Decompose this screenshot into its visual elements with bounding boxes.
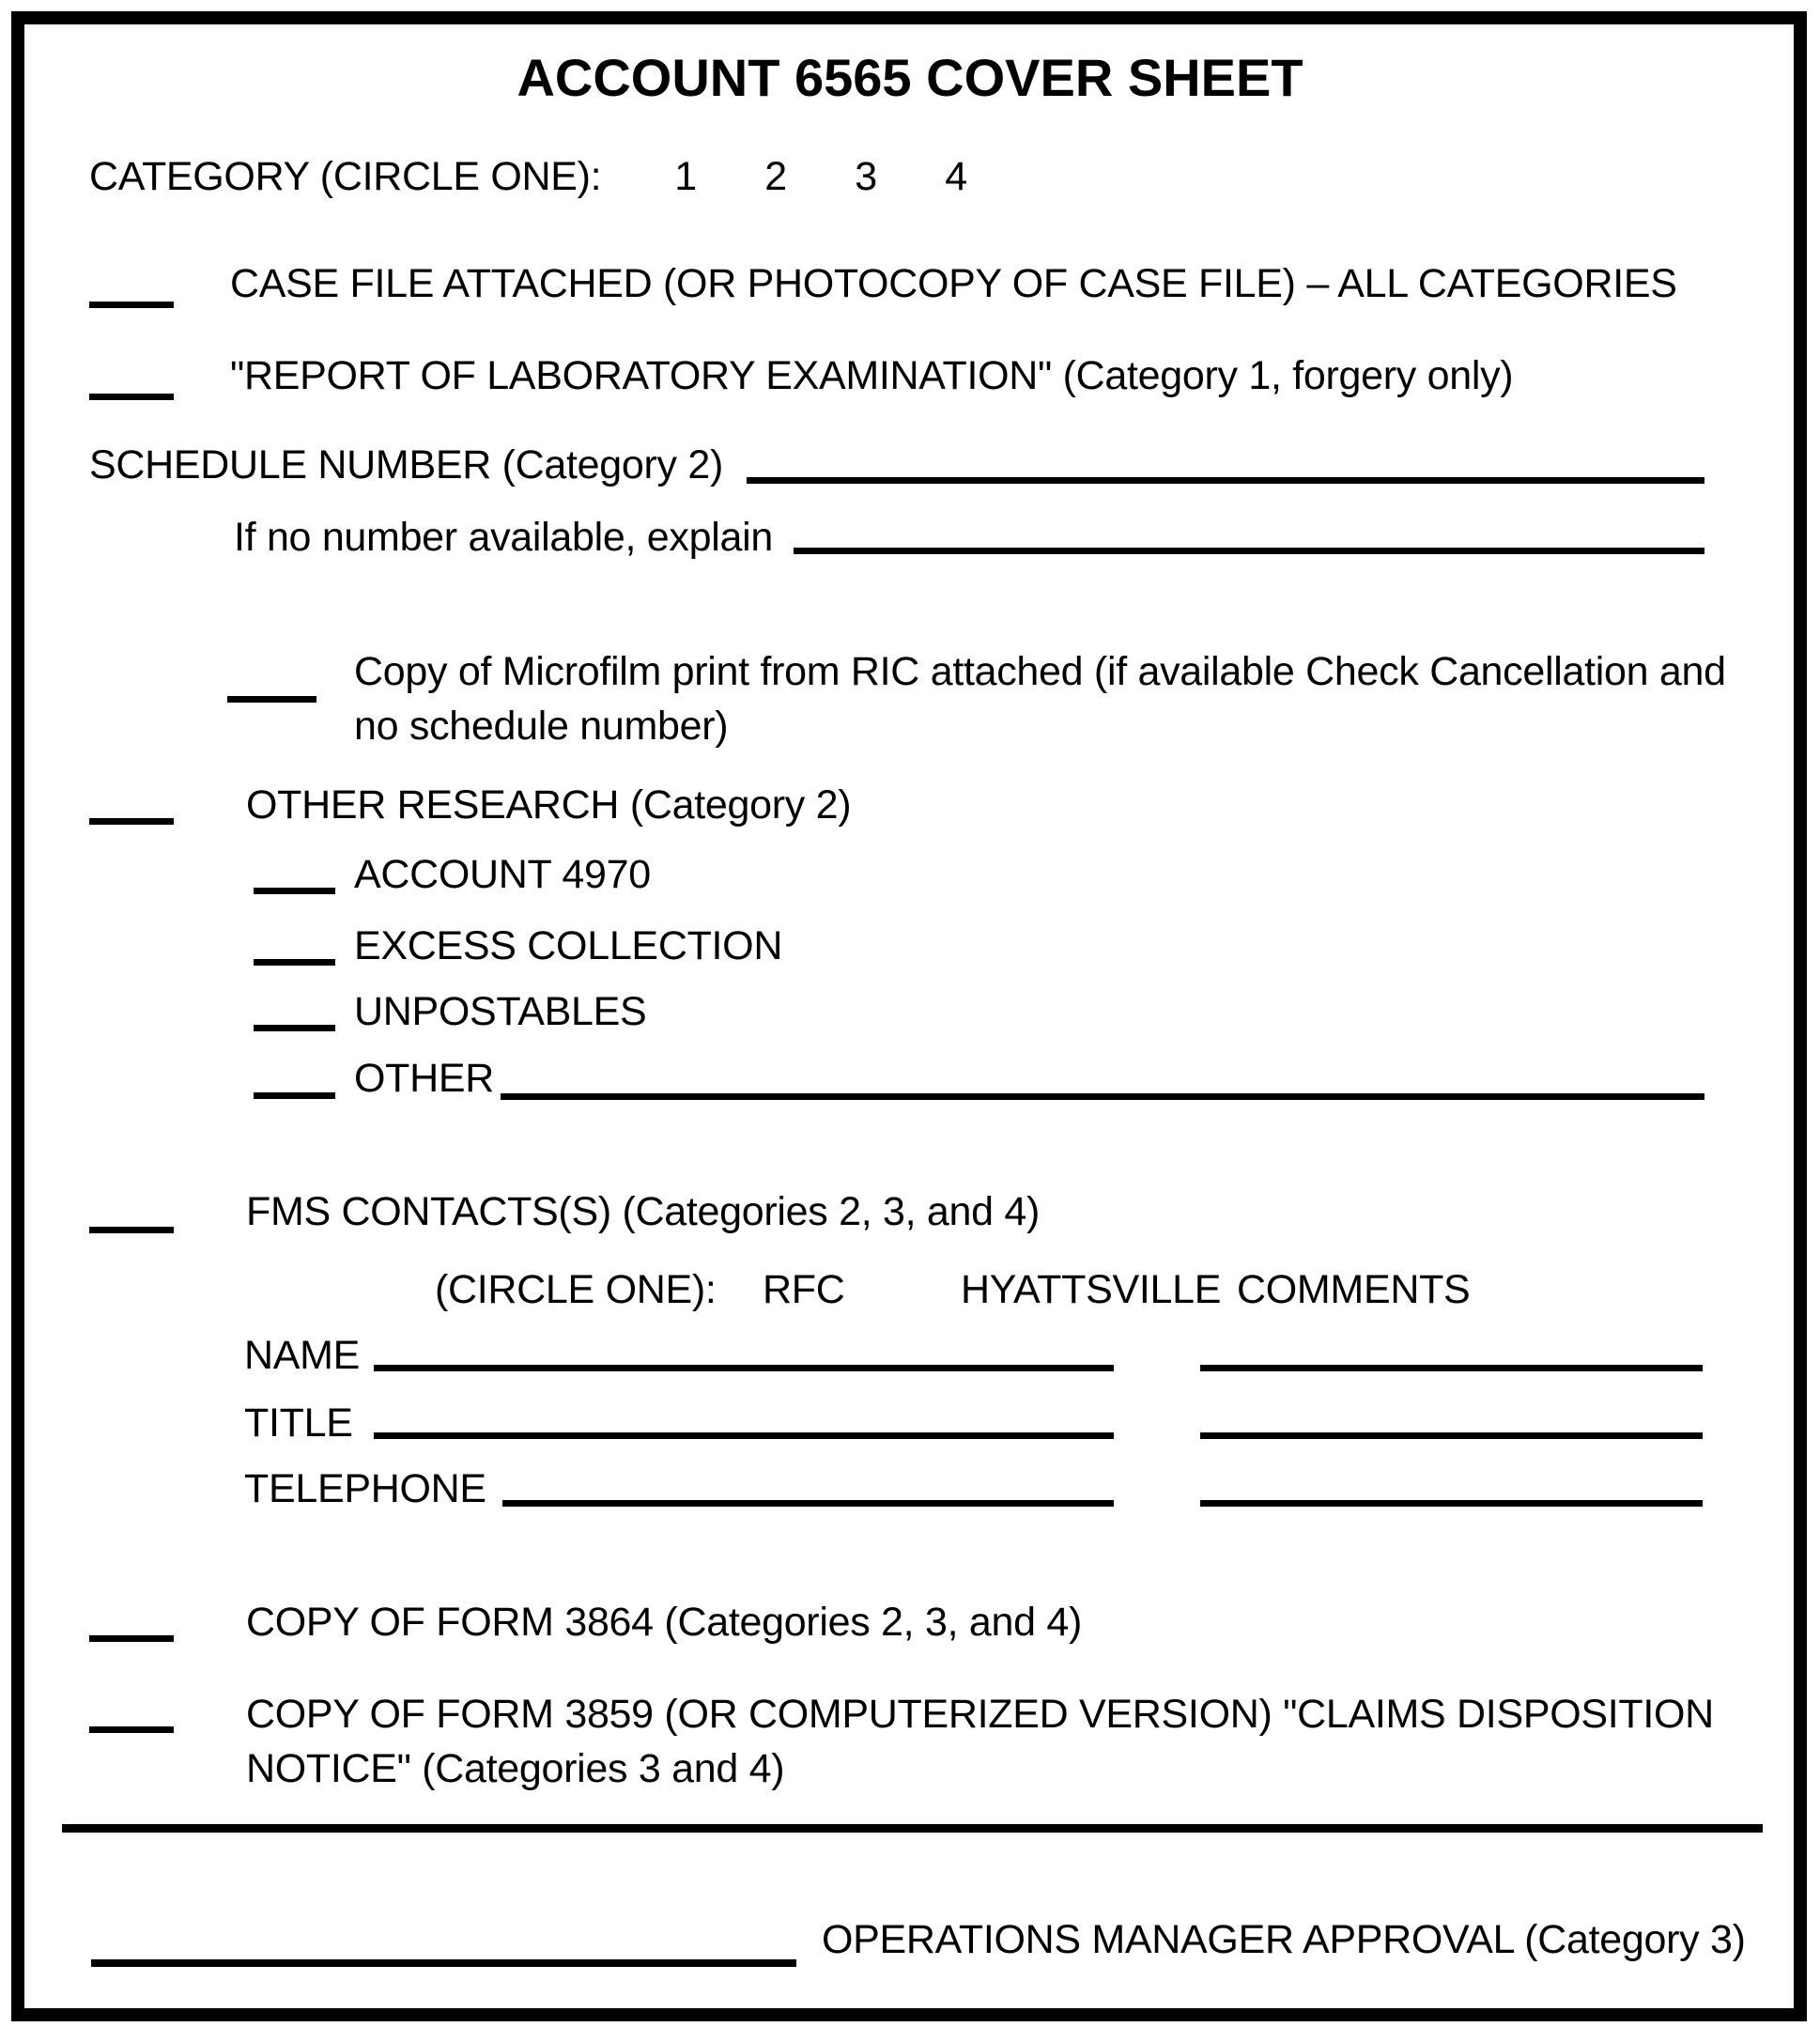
- title-comments-line[interactable]: [1200, 1432, 1703, 1439]
- microfilm-check-blank[interactable]: [227, 696, 316, 703]
- name-label: NAME: [244, 1333, 361, 1378]
- telephone-line[interactable]: [502, 1500, 1114, 1507]
- account-4970-check-blank[interactable]: [254, 888, 335, 894]
- form-3859-check-blank[interactable]: [89, 1726, 174, 1733]
- explain-line[interactable]: [794, 548, 1704, 554]
- lab-report-check-blank[interactable]: [89, 394, 174, 400]
- category-option-3[interactable]: 3: [855, 154, 877, 199]
- schedule-number-line[interactable]: [747, 477, 1704, 484]
- fms-comments-header: COMMENTS: [1237, 1267, 1471, 1312]
- schedule-number-label: SCHEDULE NUMBER (Category 2): [89, 442, 723, 487]
- title-label: TITLE: [244, 1400, 353, 1446]
- title-line[interactable]: [374, 1432, 1114, 1439]
- fms-circle-one-label: (CIRCLE ONE):: [435, 1267, 717, 1312]
- approval-label: OPERATIONS MANAGER APPROVAL (Category 3): [822, 1917, 1746, 1962]
- approval-signature-line[interactable]: [91, 1959, 796, 1967]
- excess-collection-check-blank[interactable]: [254, 959, 335, 966]
- fms-contacts-label: FMS CONTACTS(S) (Categories 2, 3, and 4): [246, 1189, 1041, 1234]
- explain-label: If no number available, explain: [234, 515, 773, 560]
- microfilm-label-line1: Copy of Microfilm print from RIC attached (if available Check Cancellation and: [354, 649, 1726, 694]
- other-research-label: OTHER RESEARCH (Category 2): [246, 782, 852, 828]
- case-file-label: CASE FILE ATTACHED (OR PHOTOCOPY OF CASE FILE) – ALL CATEGORIES: [230, 261, 1677, 306]
- category-option-1[interactable]: 1: [674, 154, 697, 199]
- other-line[interactable]: [501, 1093, 1704, 1100]
- fms-option-hyattsville[interactable]: HYATTSVILLE: [961, 1267, 1222, 1312]
- fms-contacts-check-blank[interactable]: [89, 1227, 174, 1233]
- case-file-check-blank[interactable]: [89, 302, 174, 308]
- unpostables-check-blank[interactable]: [254, 1025, 335, 1031]
- account-4970-label: ACCOUNT 4970: [354, 852, 651, 897]
- name-comments-line[interactable]: [1200, 1365, 1703, 1371]
- category-label: CATEGORY (CIRCLE ONE):: [89, 154, 602, 199]
- section-divider: [62, 1824, 1763, 1833]
- microfilm-label-line2: no schedule number): [354, 704, 729, 749]
- category-option-2[interactable]: 2: [764, 154, 787, 199]
- name-line[interactable]: [374, 1365, 1114, 1371]
- other-check-blank[interactable]: [254, 1092, 335, 1099]
- unpostables-label: UNPOSTABLES: [354, 989, 647, 1034]
- form-3864-check-blank[interactable]: [89, 1635, 174, 1642]
- category-option-4[interactable]: 4: [945, 154, 967, 199]
- form-3859-label-line2: NOTICE" (Categories 3 and 4): [246, 1746, 785, 1791]
- telephone-comments-line[interactable]: [1200, 1500, 1703, 1507]
- excess-collection-label: EXCESS COLLECTION: [354, 923, 783, 968]
- other-research-check-blank[interactable]: [89, 818, 174, 825]
- telephone-label: TELEPHONE: [244, 1466, 486, 1511]
- other-label: OTHER: [354, 1056, 495, 1101]
- form-title: ACCOUNT 6565 COVER SHEET: [517, 48, 1303, 107]
- lab-report-label: "REPORT OF LABORATORY EXAMINATION" (Category 1, forgery only): [230, 353, 1514, 398]
- form-3859-label-line1: COPY OF FORM 3859 (OR COMPUTERIZED VERSION) "CLAIMS DISPOSITION: [246, 1692, 1714, 1737]
- form-3864-label: COPY OF FORM 3864 (Categories 2, 3, and 4): [246, 1600, 1082, 1645]
- fms-option-rfc[interactable]: RFC: [763, 1267, 845, 1312]
